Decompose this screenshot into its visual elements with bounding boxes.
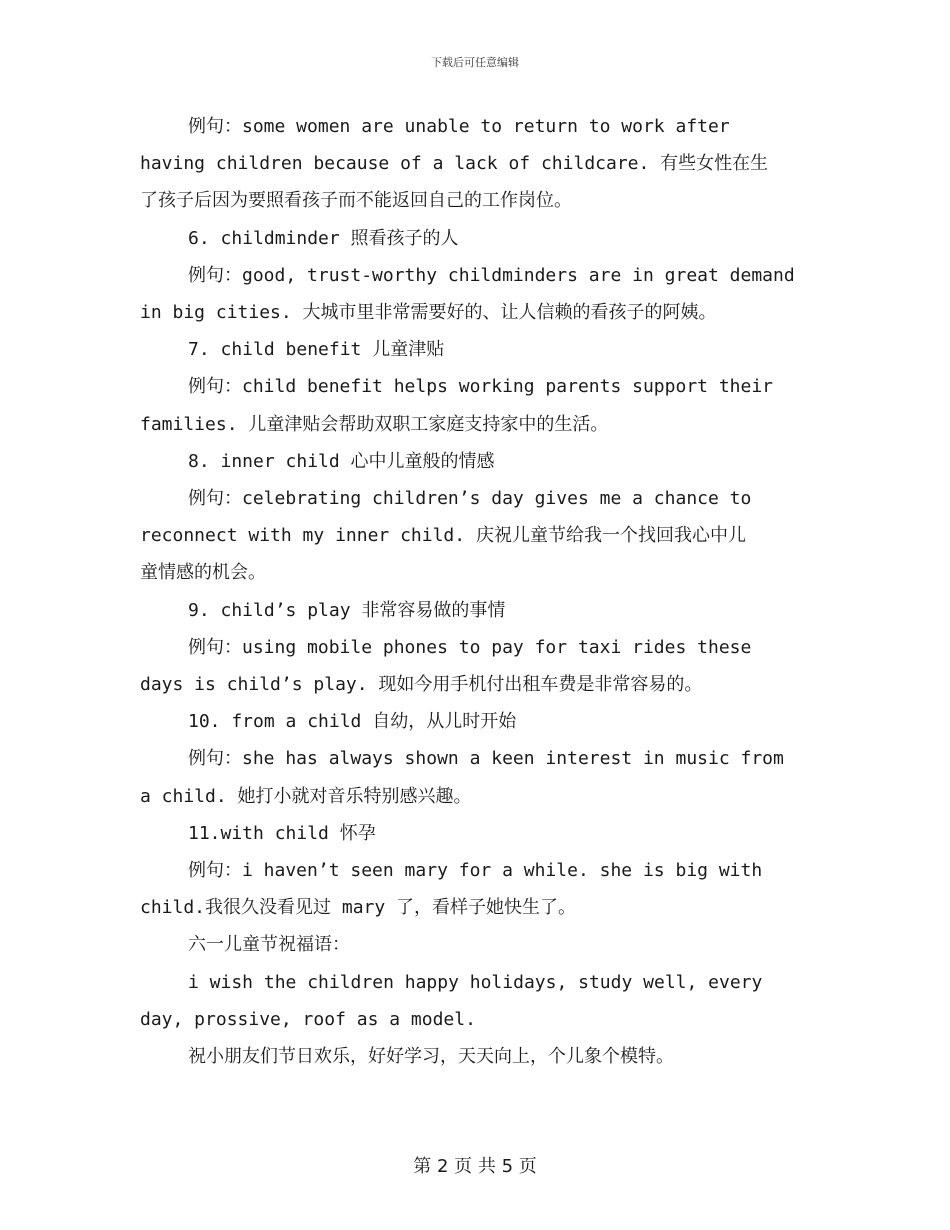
text-line: i wish the children happy holidays, study well, every — [188, 971, 763, 993]
text-line: 例句：some women are unable to return to work after — [188, 116, 730, 137]
text-line: reconnect with my inner child. 庆祝儿童节给我一个找回我心中儿 — [140, 525, 746, 547]
text-line: 例句：i haven’t seen mary for a while. she is big with — [188, 860, 763, 882]
list-heading: 8. inner child 心中儿童般的情感 — [188, 450, 495, 472]
text-line: 例句：celebrating children’s day gives me a chance to — [188, 488, 752, 510]
text-line: day, prossive, roof as a model. — [140, 1008, 476, 1030]
text-line: 例句：she has always shown a keen interest in music from — [188, 748, 784, 770]
list-heading: 9. child’s play 非常容易做的事情 — [188, 599, 506, 621]
list-heading: 11.with child 怀孕 — [188, 822, 376, 844]
text-line: in big cities. 大城市里非常需要好的、让人信赖的看孩子的阿姨。 — [140, 302, 717, 324]
page-content — [140, 108, 810, 1075]
list-heading: 6. childminder 照看孩子的人 — [188, 227, 459, 249]
page-header: 下载后可任意编辑 — [431, 56, 519, 69]
text-line: having children because of a lack of childcare. 有些女性在生 — [140, 153, 769, 175]
list-heading: 10. from a child 自幼，从儿时开始 — [188, 711, 517, 733]
text-line: 例句：good, trust-worthy childminders are in great demand — [188, 264, 795, 286]
section-heading: 六一儿童节祝福语： — [188, 934, 350, 956]
text-line: 了孩子后因为要照看孩子而不能返回自己的工作岗位。 — [140, 190, 572, 212]
text-line: families. 儿童津贴会帮助双职工家庭支持家中的生活。 — [140, 413, 609, 435]
text-line: 例句：child benefit helps working parents support their — [188, 376, 774, 398]
list-heading: 7. child benefit 儿童津贴 — [188, 339, 445, 361]
text-line: 例句：using mobile phones to pay for taxi rides these — [188, 636, 752, 658]
text-line: 童情感的机会。 — [140, 562, 266, 584]
text-line: child.我很久没看见过 mary 了，看样子她快生了。 — [140, 897, 577, 919]
text-line: 祝小朋友们节日欢乐，好好学习，天天向上，个儿象个模特。 — [188, 1046, 674, 1068]
text-line: days is child’s play. 现如今用手机付出租车费是非常容易的。 — [140, 674, 703, 696]
page-footer: 第 2 页 共 5 页 — [413, 1156, 537, 1177]
text-line: a child. 她打小就对音乐特别感兴趣。 — [140, 785, 472, 807]
